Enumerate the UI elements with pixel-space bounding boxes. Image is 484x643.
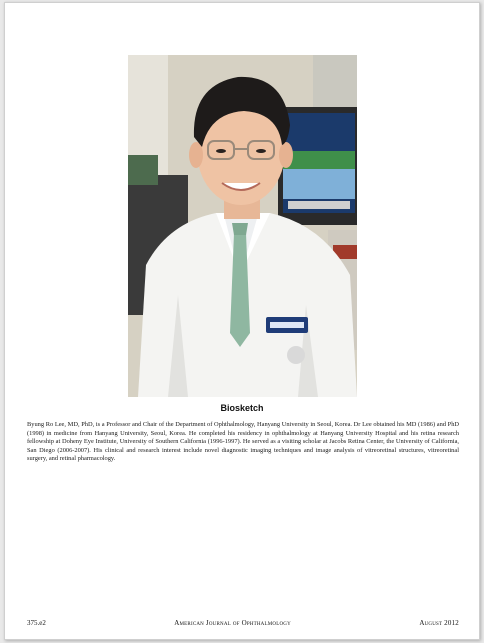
- issue-date: August 2012: [419, 619, 459, 627]
- bio-paragraph: Byung Ro Lee, MD, PhD, is a Professor and Chair of the Department of Ophthalmology, Hanyang University in Seoul, Korea. Dr Lee obtained his MD (1986) and PhD (1998) in medicine from Hanyang University, Seoul, Korea. He completed his residency in ophthalmology at Hanyang University Hospital and his retina research fellowship at Doheny Eye Institute, University of Southern California (1996-1997). He served as a visiting scholar at Jacobs Retina Center, the University of California, San Diego (2006-2007). His clinical and research interest include novel diagnostic imaging techniques and image analysis of vitreoretinal structures, vitreoretinal surgery, and retinal pharmacology.: [27, 421, 459, 463]
- document-page: [4, 2, 480, 640]
- author-portrait-photo: [128, 55, 357, 397]
- journal-name: American Journal of Ophthalmology: [174, 619, 291, 627]
- section-heading: Biosketch: [220, 403, 264, 413]
- page-footer: [27, 619, 459, 627]
- page-number: 375.e2: [27, 619, 46, 627]
